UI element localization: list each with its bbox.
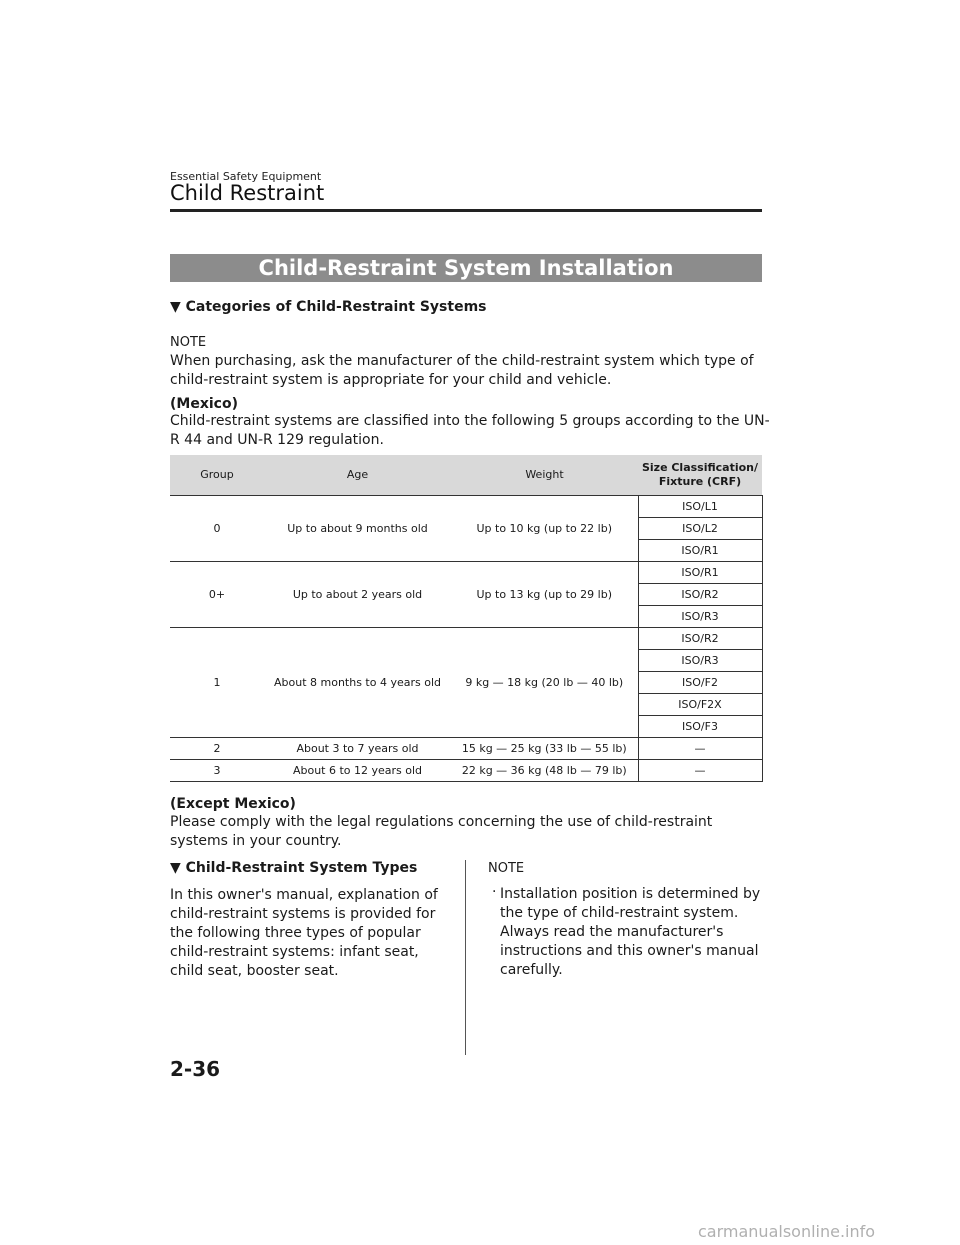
size-cell: ISO/F2X <box>638 694 762 716</box>
group-cell: 0+ <box>170 562 264 628</box>
size-cell: ISO/R3 <box>638 650 762 672</box>
age-cell: About 3 to 7 years old <box>264 738 451 760</box>
page-number: 2-36 <box>170 1057 221 1081</box>
age-cell: About 6 to 12 years old <box>264 760 451 782</box>
size-cell: — <box>638 760 762 782</box>
header-group: Group <box>170 455 264 496</box>
note-label: NOTE <box>170 335 207 350</box>
size-cell: ISO/R1 <box>638 540 762 562</box>
age-cell: About 8 months to 4 years old <box>264 628 451 738</box>
except-mexico-text: Please comply with the legal regulations concerning the use of child-restraint systems in your country. <box>170 814 713 849</box>
weight-cell: 9 kg — 18 kg (20 lb — 40 lb) <box>451 628 638 738</box>
group-cell: 2 <box>170 738 264 760</box>
size-cell: ISO/L1 <box>638 496 762 518</box>
page-title: Child Restraint <box>170 181 325 205</box>
weight-cell: 22 kg — 36 kg (48 lb — 79 lb) <box>451 760 638 782</box>
group-cell: 0 <box>170 496 264 562</box>
size-cell: — <box>638 738 762 760</box>
note2-label: NOTE <box>488 861 525 876</box>
weight-cell: Up to 13 kg (up to 29 lb) <box>451 562 638 628</box>
age-cell: Up to about 9 months old <box>264 496 451 562</box>
weight-cell: Up to 10 kg (up to 22 lb) <box>451 496 638 562</box>
size-cell: ISO/R1 <box>638 562 762 584</box>
size-cell: ISO/F3 <box>638 716 762 738</box>
mexico-label: (Mexico) <box>170 396 238 412</box>
categories-heading: ▼ Categories of Child-Restraint Systems <box>170 299 487 315</box>
weight-cell: 15 kg — 25 kg (33 lb — 55 lb) <box>451 738 638 760</box>
table-row <box>170 562 762 584</box>
size-cell: ISO/R2 <box>638 584 762 606</box>
section-label: Essential Safety Equipment <box>170 170 322 183</box>
size-cell: ISO/F2 <box>638 672 762 694</box>
table-row <box>170 760 762 782</box>
note2-text: Installation position is determined by the type of child-restraint system. Always read the manufacturer's instructions and this owner's manual carefully. <box>500 886 761 978</box>
column-divider <box>465 860 466 1055</box>
except-mexico-label: (Except Mexico) <box>170 796 296 812</box>
table-row <box>170 496 762 518</box>
header-age: Age <box>264 455 451 496</box>
table-row <box>170 628 762 650</box>
child-restraint-groups-table <box>170 455 763 782</box>
table-row <box>170 738 762 760</box>
types-heading: ▼ Child-Restraint System Types <box>170 860 418 876</box>
watermark: carmanualsonline.info <box>698 1222 876 1241</box>
bullet-icon: · <box>492 884 497 900</box>
group-cell: 3 <box>170 760 264 782</box>
note-text: When purchasing, ask the manufacturer of the child-restraint system which type of child-restraint system is appropriate for your child and vehicle. <box>170 353 754 388</box>
title-divider <box>170 209 762 212</box>
mexico-text: Child-restraint systems are classified into the following 5 groups according to the UN-R 44 and UN-R 129 regulation. <box>170 413 770 448</box>
group-cell: 1 <box>170 628 264 738</box>
header-weight: Weight <box>451 455 638 496</box>
size-cell: ISO/R2 <box>638 628 762 650</box>
size-cell: ISO/R3 <box>638 606 762 628</box>
types-text: In this owner's manual, explanation of child-restraint systems is provided for the following three types of popular child-restraint systems: infant seat, child seat, booster seat. <box>170 887 438 979</box>
age-cell: Up to about 2 years old <box>264 562 451 628</box>
section-banner: Child-Restraint System Installation <box>170 254 762 282</box>
header-size-classification: Size Classification/ Fixture (CRF) <box>638 455 762 496</box>
size-cell: ISO/L2 <box>638 518 762 540</box>
